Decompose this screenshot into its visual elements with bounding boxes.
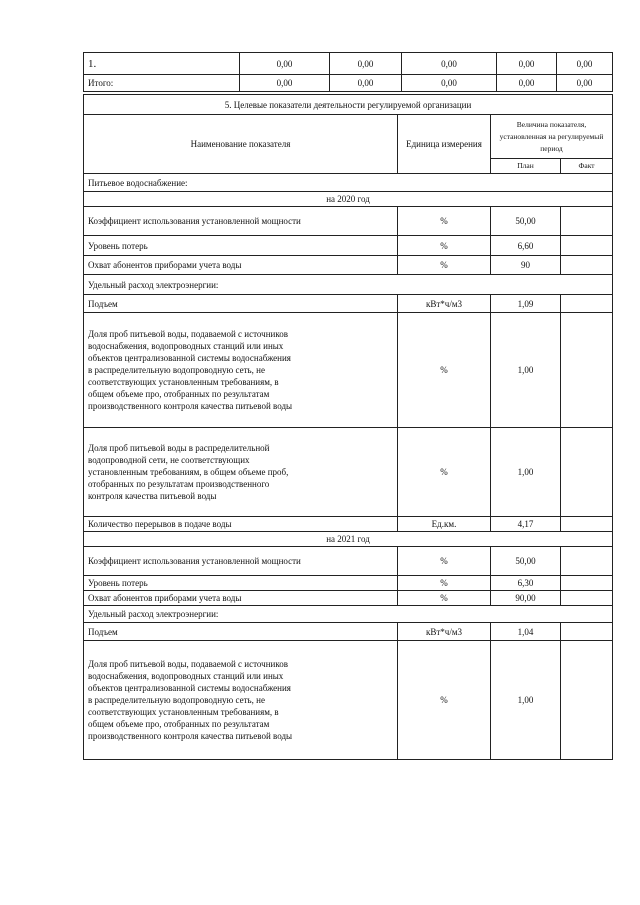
header-indicator-name: Наименование показателя bbox=[84, 115, 398, 174]
indicator-unit: % bbox=[398, 576, 491, 591]
table-row bbox=[84, 236, 613, 256]
header-fact: Факт bbox=[561, 159, 613, 174]
table-row bbox=[84, 623, 613, 641]
row-label: Итого: bbox=[84, 75, 240, 92]
indicator-fact bbox=[561, 517, 613, 532]
indicator-name: Доля проб питьевой воды, подаваемой с источников водоснабжения, водопроводных станций или иных объектов централизованной системы водоснабжения в распределительную водопроводную сеть, не соответствующих установленным требованиям, в общем объеме про, отобранных по результатам производственного контроля качества питьевой воды bbox=[84, 641, 398, 760]
table-row bbox=[84, 591, 613, 606]
indicator-name: Уровень потерь bbox=[84, 236, 398, 256]
indicator-fact bbox=[561, 295, 613, 313]
table-row bbox=[84, 53, 613, 75]
indicator-name: Коэффициент использования установленной мощности bbox=[84, 547, 398, 576]
indicator-fact bbox=[561, 256, 613, 275]
indicator-plan: 1,04 bbox=[491, 623, 561, 641]
indicator-unit: % bbox=[398, 256, 491, 275]
indicator-name: Доля проб питьевой воды, подаваемой с источников водоснабжения, водопроводных станций или иных объектов централизованной системы водоснабжения в распределительную водопроводную сеть, не соответствующих установленным требованиям, в общем объеме про, отобранных по результатам производственного контроля качества питьевой воды bbox=[84, 313, 398, 428]
indicator-unit: кВт*ч/м3 bbox=[398, 623, 491, 641]
table-row bbox=[84, 576, 613, 591]
indicator-unit: % bbox=[398, 313, 491, 428]
year-row-2020 bbox=[84, 192, 613, 207]
indicator-unit: % bbox=[398, 591, 491, 606]
indicator-fact bbox=[561, 207, 613, 236]
indicator-unit: % bbox=[398, 641, 491, 760]
header-plan: План bbox=[491, 159, 561, 174]
energy-label: Удельный расход электроэнергии: bbox=[84, 275, 613, 295]
value-cell: 0,00 bbox=[330, 53, 402, 75]
table-row bbox=[84, 295, 613, 313]
table-row bbox=[84, 606, 613, 623]
indicator-plan: 50,00 bbox=[491, 547, 561, 576]
header-value: Величина показателя, установленная на регулируемый период bbox=[491, 115, 613, 159]
table-row bbox=[84, 313, 613, 428]
indicator-fact bbox=[561, 641, 613, 760]
indicator-plan: 4,17 bbox=[491, 517, 561, 532]
indicator-fact bbox=[561, 313, 613, 428]
indicator-unit: кВт*ч/м3 bbox=[398, 295, 491, 313]
table-row bbox=[84, 207, 613, 236]
indicator-fact bbox=[561, 623, 613, 641]
value-cell: 0,00 bbox=[497, 75, 557, 92]
indicator-plan: 1,09 bbox=[491, 295, 561, 313]
indicator-fact bbox=[561, 576, 613, 591]
table-row bbox=[84, 174, 613, 192]
indicator-plan: 90 bbox=[491, 256, 561, 275]
indicator-name: Доля проб питьевой воды в распределительной водопроводной сети, не соответствующих установленным требованиям, в общем объеме проб, отобранных по результатам производственного контроля качества питьевой воды bbox=[84, 428, 398, 517]
value-cell: 0,00 bbox=[497, 53, 557, 75]
indicator-fact bbox=[561, 428, 613, 517]
value-cell: 0,00 bbox=[240, 75, 330, 92]
top-table bbox=[83, 52, 613, 92]
indicator-plan: 6,60 bbox=[491, 236, 561, 256]
indicator-name: Подъем bbox=[84, 295, 398, 313]
indicator-fact bbox=[561, 236, 613, 256]
energy-label: Удельный расход электроэнергии: bbox=[84, 606, 613, 623]
header-unit: Единица измерения bbox=[398, 115, 491, 174]
table-row bbox=[84, 641, 613, 760]
indicator-unit: % bbox=[398, 428, 491, 517]
year-label: на 2020 год bbox=[84, 192, 613, 207]
table-row bbox=[84, 75, 613, 92]
year-label: на 2021 год bbox=[84, 532, 613, 547]
value-cell: 0,00 bbox=[402, 75, 497, 92]
indicator-unit: % bbox=[398, 207, 491, 236]
table-row bbox=[84, 256, 613, 275]
indicator-fact bbox=[561, 547, 613, 576]
indicator-plan: 1,00 bbox=[491, 641, 561, 760]
table-row bbox=[84, 428, 613, 517]
indicator-name: Уровень потерь bbox=[84, 576, 398, 591]
indicator-unit: % bbox=[398, 547, 491, 576]
header-row bbox=[84, 115, 613, 159]
year-row-2021 bbox=[84, 532, 613, 547]
indicator-plan: 1,00 bbox=[491, 313, 561, 428]
category-label: Питьевое водоснабжение: bbox=[84, 174, 613, 192]
value-cell: 0,00 bbox=[557, 75, 613, 92]
value-cell: 0,00 bbox=[557, 53, 613, 75]
value-cell: 0,00 bbox=[402, 53, 497, 75]
value-cell: 0,00 bbox=[240, 53, 330, 75]
indicator-name: Коэффициент использования установленной мощности bbox=[84, 207, 398, 236]
indicator-plan: 90,00 bbox=[491, 591, 561, 606]
targets-table bbox=[83, 94, 613, 760]
indicator-fact bbox=[561, 591, 613, 606]
section-title-row bbox=[84, 95, 613, 115]
table-row bbox=[84, 547, 613, 576]
indicator-plan: 6,30 bbox=[491, 576, 561, 591]
indicator-name: Количество перерывов в подаче воды bbox=[84, 517, 398, 532]
indicator-name: Охват абонентов приборами учета воды bbox=[84, 256, 398, 275]
table-row bbox=[84, 275, 613, 295]
indicator-plan: 50,00 bbox=[491, 207, 561, 236]
value-cell: 0,00 bbox=[330, 75, 402, 92]
indicator-unit: Ед.км. bbox=[398, 517, 491, 532]
table-row bbox=[84, 517, 613, 532]
section-title: 5. Целевые показатели деятельности регулируемой организации bbox=[84, 95, 613, 115]
indicator-name: Подъем bbox=[84, 623, 398, 641]
indicator-plan: 1,00 bbox=[491, 428, 561, 517]
indicator-name: Охват абонентов приборами учета воды bbox=[84, 591, 398, 606]
indicator-unit: % bbox=[398, 236, 491, 256]
row-label: 1. bbox=[84, 53, 240, 75]
